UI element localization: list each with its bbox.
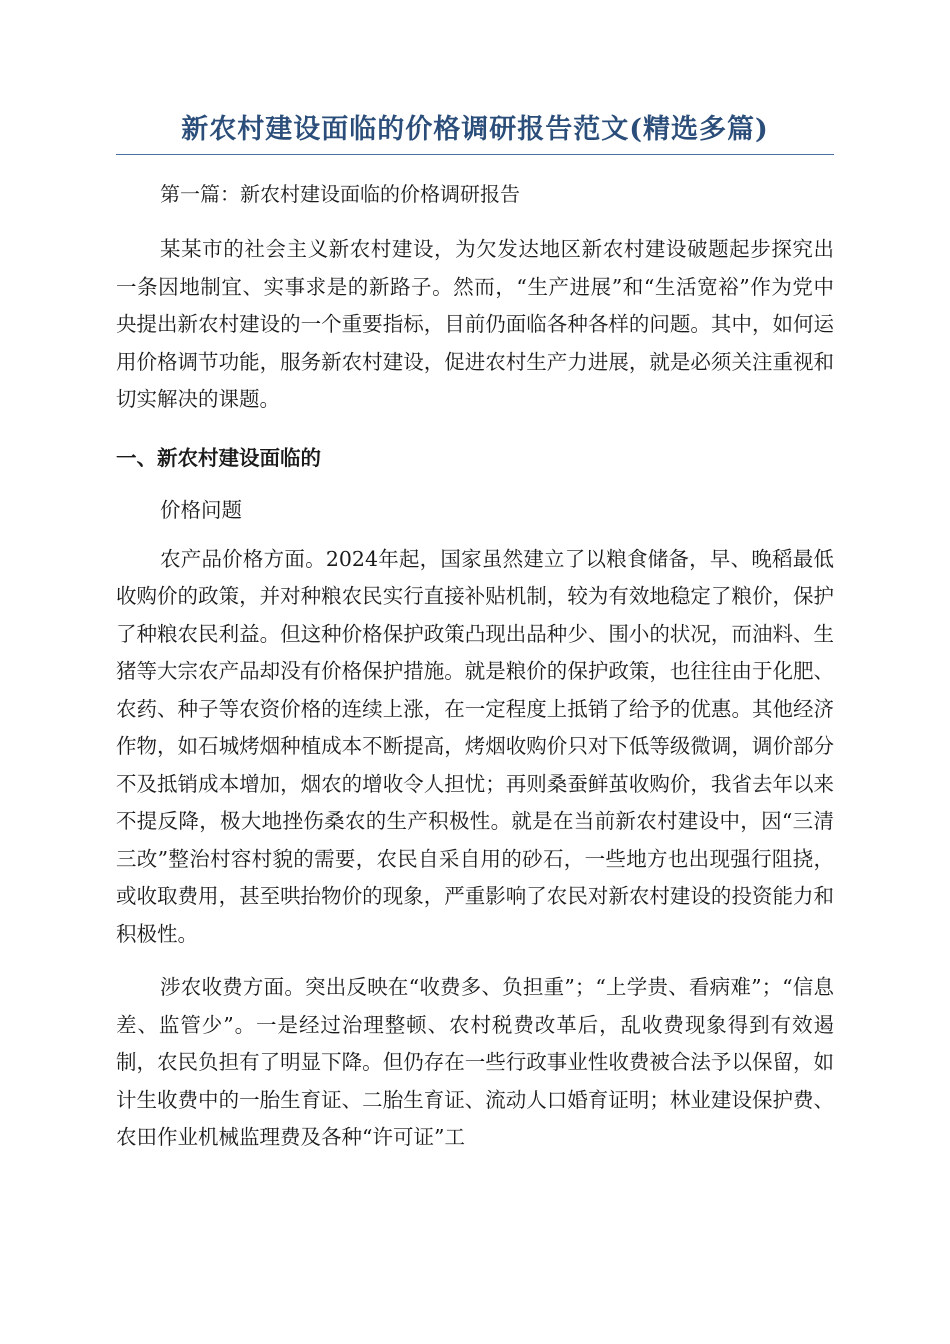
section-heading: 一、新农村建设面临的 [116,445,321,470]
intro-paragraph: 某某市的社会主义新农村建设，为欠发达地区新农村建设破题起步探究出一条因地制宜、实事求是的新路子。然而，“生产进展”和“生活宽裕”作为党中央提出新农村建设的一个重要指标，目前仍面临各种各样的问题。其中，如何运用价格调节功能，服务新农村建设，促进农村生产力进展，就是必须关注重视和切实解决的课题。 [116,237,834,411]
section-subheading: 价格问题 [160,497,242,522]
agri-price-paragraph: 农产品价格方面。2024年起，国家虽然建立了以粮食储备，早、晚稻最低收购价的政策，并对种粮农民实行直接补贴机制，较为有效地稳定了粮价，保护了种粮农民利益。但这种价格保护政策凸现出品种少、围小的状况，而油料、生猪等大宗农产品却没有价格保护措施。就是粮价的保护政策，也往往由于化肥、农药、种子等农资价格的连续上涨，在一定程度上抵销了给予的优惠。其他经济作物，如石城烤烟种植成本不断提高，烤烟收购价只对下低等级微调，调价部分不及抵销成本增加，烟农的增收令人担忧；再则桑蚕鲜茧收购价，我省去年以来不提反降，极大地挫伤桑农的生产积极性。就是在当前新农村建设中，因“三清三改”整治村容村貌的需要，农民自采自用的砂石，一些地方也出现强行阻挠，或收取费用，甚至哄抬物价的现象，严重影响了农民对新农村建设的投资能力和积极性。 [116,546,834,946]
document-page [116,110,834,1157]
document-title: 新农村建设面临的价格调研报告范文(精选多篇) [116,110,834,155]
chapter-title: 第一篇：新农村建设面临的价格调研报告 [160,182,520,206]
fees-paragraph: 涉农收费方面。突出反映在“收费多、负担重”；“上学贵、看病难”；“信息差、监管少”。一是经过治理整顿、农村税费改革后，乱收费现象得到有效遏制，农民负担有了明显下降。但仍存在一些行政事业性收费被合法予以保留，如计生收费中的一胎生育证、二胎生育证、流动人口婚育证明；林业建设保护费、农田作业机械监理费及各种“许可证”工 [116,975,834,1149]
